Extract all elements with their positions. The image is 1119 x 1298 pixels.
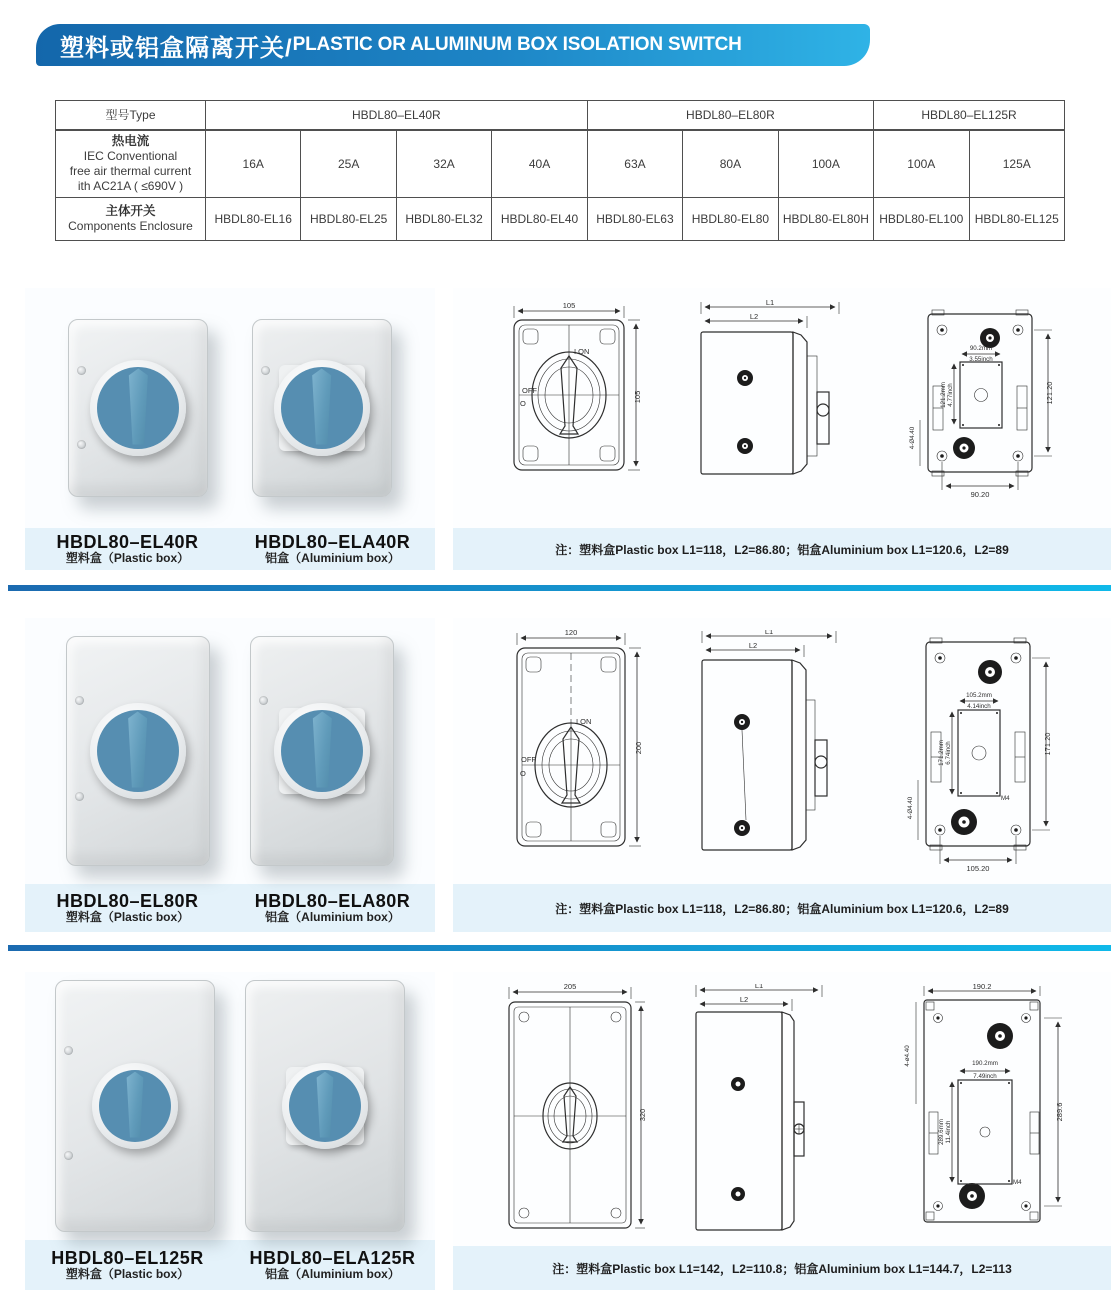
screw-detail bbox=[64, 1151, 73, 1160]
product-label bbox=[230, 1248, 435, 1282]
section-divider bbox=[8, 945, 1111, 951]
product-photos bbox=[25, 288, 435, 528]
enclosure-cell: HBDL80-EL80 bbox=[683, 198, 778, 241]
dim-label: 3.55inch bbox=[969, 356, 993, 363]
product-label bbox=[25, 891, 230, 925]
product-model: HBDL80–ELA80R bbox=[254, 890, 411, 911]
side-view-drawing bbox=[686, 984, 838, 1246]
drawing-panel-el40r bbox=[453, 288, 1111, 570]
rotary-switch-bezel bbox=[92, 1063, 178, 1149]
product-photo-aluminium-box bbox=[252, 319, 392, 497]
mounting-holes-label: 4-Ø4.40 bbox=[909, 426, 916, 450]
dim-label: 11.4inch bbox=[944, 1120, 952, 1144]
front-view-drawing bbox=[491, 984, 649, 1242]
table-row-type bbox=[56, 101, 1065, 131]
product-type: 铝盒（Aluminium box） bbox=[265, 551, 400, 566]
screw-detail bbox=[77, 366, 86, 375]
dim-label: 105.2mm bbox=[965, 692, 992, 699]
current-header-zh: 热电流 bbox=[111, 133, 150, 148]
product-photo-aluminium-box bbox=[245, 980, 405, 1232]
technical-drawings bbox=[453, 618, 1111, 884]
current-cell: 100A bbox=[874, 130, 969, 198]
enclosure-cell: HBDL80-EL32 bbox=[396, 198, 491, 241]
enclosure-cell: HBDL80-EL63 bbox=[587, 198, 682, 241]
rotary-switch-bezel bbox=[90, 360, 186, 456]
dim-label: 171.2mm bbox=[937, 740, 945, 766]
product-label-strip bbox=[25, 1240, 435, 1290]
dimension-note: 注：塑料盒Plastic box L1=118，L2=86.80；铝盒Aluminium box L1=120.6，L2=89 bbox=[555, 542, 1009, 557]
product-model: HBDL80–EL40R bbox=[56, 531, 199, 552]
off-position-label: OFF bbox=[522, 386, 537, 395]
photo-panel-el125r bbox=[25, 972, 435, 1290]
table-row-current bbox=[56, 130, 1065, 198]
back-view-drawing bbox=[900, 300, 1070, 500]
screw-detail bbox=[75, 792, 84, 801]
drawing-panel-el125r bbox=[453, 972, 1111, 1290]
section-el80r bbox=[25, 618, 1111, 932]
product-type: 铝盒（Aluminium box） bbox=[265, 1267, 400, 1282]
section-el40r bbox=[25, 288, 1111, 570]
dim-label: 105 bbox=[562, 301, 576, 310]
screw-detail bbox=[259, 696, 268, 705]
group-el40r: HBDL80–EL40R bbox=[206, 101, 588, 131]
m4-label: M4 bbox=[1012, 1179, 1022, 1186]
dim-label-l2: L2 bbox=[748, 641, 758, 650]
drawing-panel-el80r bbox=[453, 618, 1111, 932]
product-model: HBDL80–EL125R bbox=[51, 1247, 204, 1268]
back-view-drawing bbox=[898, 630, 1066, 876]
dim-label: 289.6mm bbox=[937, 1119, 945, 1145]
current-cell: 80A bbox=[683, 130, 778, 198]
mounting-holes-label: 4-ø4.40 bbox=[903, 1045, 911, 1067]
dim-label-l1: L1 bbox=[765, 300, 775, 307]
product-label bbox=[25, 532, 230, 566]
screw-detail bbox=[75, 696, 84, 705]
product-photo-plastic-box bbox=[68, 319, 208, 497]
current-header-cell bbox=[56, 130, 206, 198]
o-position-label: O bbox=[520, 399, 526, 408]
dim-label: 120 bbox=[564, 630, 577, 637]
product-photo-aluminium-box bbox=[250, 636, 394, 866]
rotary-switch-bezel bbox=[282, 1063, 368, 1149]
current-header-line1: IEC Conventional bbox=[83, 149, 178, 164]
dim-label: 105.20 bbox=[966, 864, 989, 873]
back-view-drawing bbox=[876, 984, 1074, 1240]
current-cell: 40A bbox=[492, 130, 587, 198]
product-model: HBDL80–EL80R bbox=[56, 890, 199, 911]
page-title-zh: 塑料或铝盒隔离开关/ bbox=[60, 34, 293, 62]
product-type: 塑料盒（Plastic box） bbox=[65, 551, 190, 566]
dimension-note: 注：塑料盒Plastic box L1=142，L2=110.8；铝盒Aluminium box L1=144.7，L2=113 bbox=[552, 1261, 1012, 1276]
enclosure-cell: HBDL80-EL100 bbox=[874, 198, 969, 241]
product-type: 塑料盒（Plastic box） bbox=[65, 1267, 190, 1282]
technical-drawings bbox=[453, 972, 1111, 1246]
side-view-drawing bbox=[690, 630, 852, 870]
technical-drawings bbox=[453, 288, 1111, 528]
product-label bbox=[230, 891, 435, 925]
note-strip bbox=[453, 528, 1111, 570]
dim-label: 190.2mm bbox=[971, 1060, 998, 1067]
dim-label: 289.6 bbox=[1054, 1102, 1064, 1122]
front-view-drawing bbox=[494, 300, 646, 486]
page-title-en: PLASTIC OR ALUMINUM BOX ISOLATION SWITCH bbox=[292, 34, 742, 55]
mounting-holes-label: 4-Ø4.40 bbox=[906, 796, 914, 820]
section-el125r bbox=[25, 972, 1111, 1290]
screw-detail bbox=[261, 366, 270, 375]
product-label-strip bbox=[25, 884, 435, 932]
dim-label: 7.49inch bbox=[972, 1073, 997, 1080]
current-cell: 100A bbox=[778, 130, 873, 198]
on-position-label: I ON bbox=[574, 347, 590, 356]
current-cell: 63A bbox=[587, 130, 682, 198]
current-header-line2: free air thermal current bbox=[69, 164, 192, 179]
rotary-switch-bezel bbox=[90, 703, 186, 799]
current-cell: 25A bbox=[301, 130, 396, 198]
dimension-note: 注：塑料盒Plastic box L1=118，L2=86.80；铝盒Aluminium box L1=120.6，L2=89 bbox=[555, 901, 1009, 916]
dim-label: 90.20 bbox=[970, 490, 990, 499]
dim-label: 90.2mm bbox=[969, 345, 993, 352]
front-view-drawing bbox=[499, 630, 645, 866]
photo-panel-el40r bbox=[25, 288, 435, 570]
product-photo-plastic-box bbox=[55, 980, 215, 1232]
enclosure-cell: HBDL80-EL125 bbox=[969, 198, 1065, 241]
spec-table bbox=[55, 100, 1065, 241]
photo-panel-el80r bbox=[25, 618, 435, 932]
screw-detail bbox=[77, 440, 86, 449]
current-header-line3: ith AC21A ( ≤690V ) bbox=[77, 179, 184, 194]
product-model: HBDL80–ELA125R bbox=[249, 1247, 416, 1268]
dim-label: 320 bbox=[637, 1108, 647, 1122]
dim-label: 4.77inch bbox=[947, 383, 954, 407]
group-el125r: HBDL80–EL125R bbox=[874, 101, 1065, 131]
product-model: HBDL80–ELA40R bbox=[254, 531, 411, 552]
m4-label: M4 bbox=[1000, 795, 1010, 802]
dim-label: 200 bbox=[633, 741, 643, 755]
screw-detail bbox=[64, 1046, 73, 1055]
enclosure-header-cell bbox=[56, 198, 206, 241]
product-type: 塑料盒（Plastic box） bbox=[65, 910, 190, 925]
dim-label: 105 bbox=[633, 390, 642, 404]
dim-label-l1: L1 bbox=[754, 984, 764, 990]
on-position-label: I ON bbox=[575, 717, 591, 726]
dim-label: 121.2mm bbox=[940, 382, 947, 408]
section-divider bbox=[8, 585, 1111, 591]
enclosure-cell: HBDL80-EL80H bbox=[778, 198, 873, 241]
product-label-strip bbox=[25, 528, 435, 570]
o-position-label: O bbox=[519, 769, 526, 778]
dim-label: 171.20 bbox=[1042, 732, 1052, 756]
note-strip bbox=[453, 884, 1111, 932]
note-strip bbox=[453, 1246, 1111, 1290]
dim-label-l2: L2 bbox=[749, 312, 759, 321]
rotary-switch-bezel bbox=[274, 360, 370, 456]
type-label-cell: 型号Type bbox=[56, 101, 206, 131]
enclosure-header-en: Components Enclosure bbox=[68, 219, 193, 234]
product-label bbox=[230, 532, 435, 566]
dim-label: 6.74inch bbox=[944, 741, 952, 765]
dim-label: 205 bbox=[563, 984, 576, 991]
enclosure-cell: HBDL80-EL16 bbox=[206, 198, 301, 241]
dim-label: 190.2 bbox=[972, 984, 991, 991]
table-row-enclosure bbox=[56, 198, 1065, 241]
current-cell: 125A bbox=[969, 130, 1065, 198]
product-photos bbox=[25, 618, 435, 884]
product-type: 铝盒（Aluminium box） bbox=[265, 910, 400, 925]
dim-label-l2: L2 bbox=[739, 995, 749, 1004]
product-photos bbox=[25, 972, 435, 1240]
enclosure-cell: HBDL80-EL25 bbox=[301, 198, 396, 241]
current-cell: 32A bbox=[396, 130, 491, 198]
dim-label-l1: L1 bbox=[764, 630, 774, 636]
dim-label: 4.14inch bbox=[966, 703, 991, 710]
group-el80r: HBDL80–EL80R bbox=[587, 101, 873, 131]
product-photo-plastic-box bbox=[66, 636, 210, 866]
side-view-drawing bbox=[687, 300, 859, 486]
enclosure-header-zh: 主体开关 bbox=[105, 203, 156, 218]
dim-label: 121.20 bbox=[1045, 381, 1054, 405]
off-position-label: OFF bbox=[520, 755, 536, 764]
page-title-banner bbox=[36, 24, 870, 66]
enclosure-cell: HBDL80-EL40 bbox=[492, 198, 587, 241]
rotary-switch-bezel bbox=[274, 703, 370, 799]
product-label bbox=[25, 1248, 230, 1282]
current-cell: 16A bbox=[206, 130, 301, 198]
